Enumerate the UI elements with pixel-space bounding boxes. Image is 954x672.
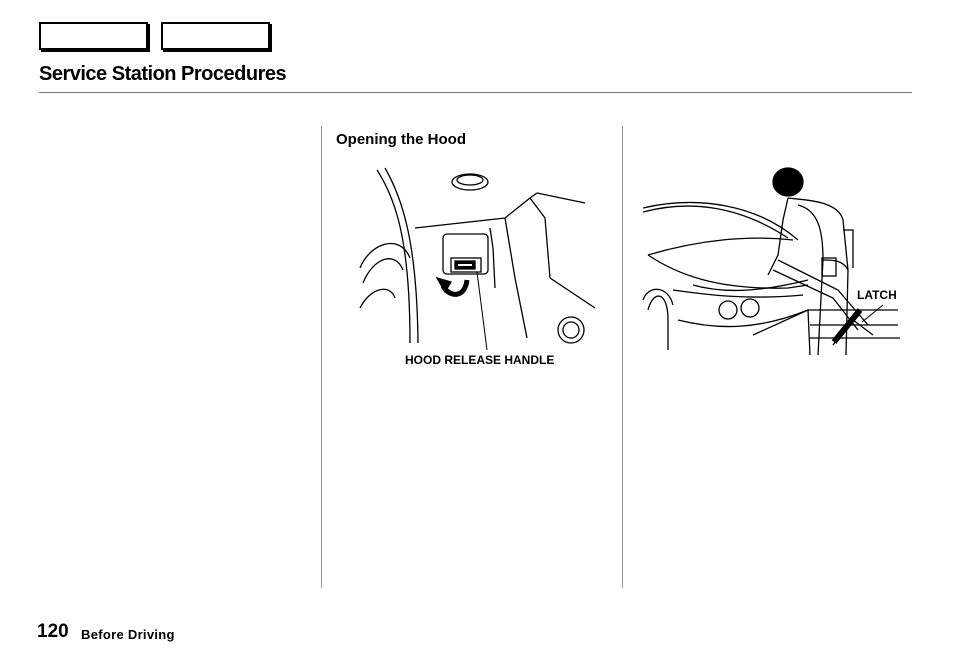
latch-label: LATCH bbox=[857, 288, 897, 302]
title-divider bbox=[39, 92, 912, 93]
nav-tab-button-1[interactable] bbox=[39, 22, 148, 50]
column-divider-left bbox=[321, 126, 322, 588]
footer-section-name: Before Driving bbox=[81, 627, 175, 642]
hood-latch-illustration bbox=[638, 160, 910, 360]
section-heading: Opening the Hood bbox=[336, 131, 466, 148]
nav-tab-button-2[interactable] bbox=[161, 22, 270, 50]
page-title: Service Station Procedures bbox=[39, 63, 287, 85]
hood-release-handle-label: HOOD RELEASE HANDLE bbox=[405, 353, 555, 367]
column-divider-right bbox=[622, 126, 623, 588]
hood-release-illustration bbox=[355, 158, 600, 358]
page-number: 120 bbox=[37, 621, 69, 642]
